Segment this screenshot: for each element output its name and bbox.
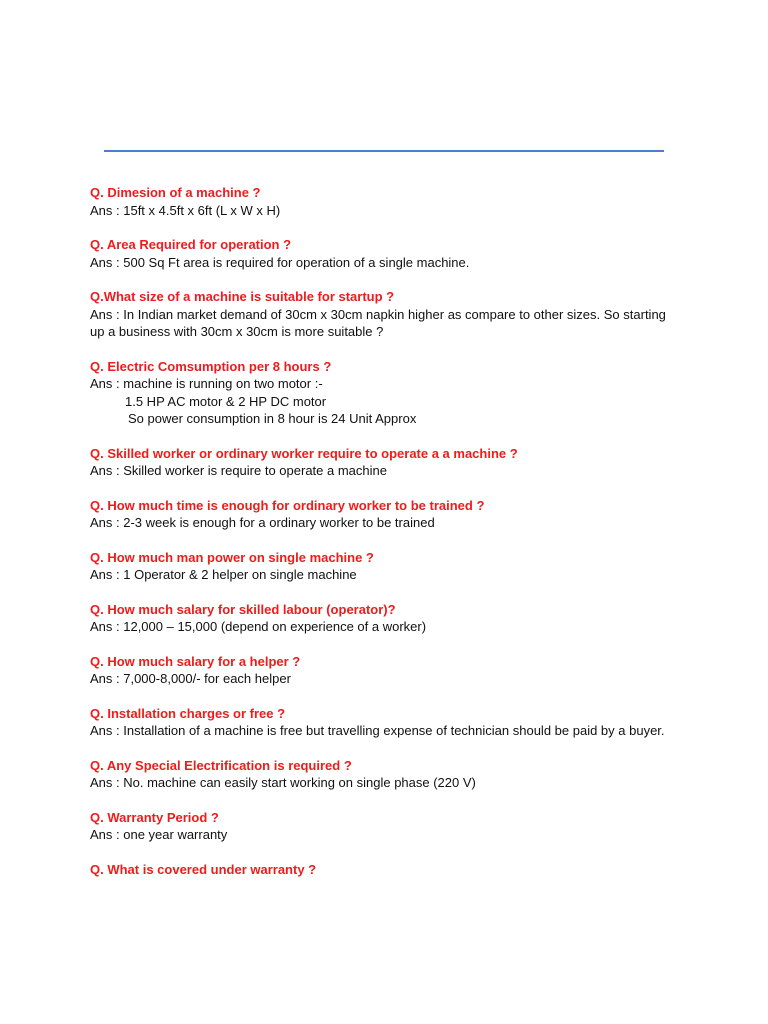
faq-answer: Ans : No. machine can easily start working on single phase (220 V) xyxy=(90,775,476,790)
faq-question: Q. Any Special Electrification is required ? xyxy=(90,757,352,773)
faq-question: Q. How much time is enough for ordinary worker to be trained ? xyxy=(90,497,485,513)
faq-answer: Ans : 7,000-8,000/- for each helper xyxy=(90,671,291,686)
faq-answer: Ans : one year warranty xyxy=(90,827,228,842)
faq-answer-line: 1.5 HP AC motor & 2 HP DC motor xyxy=(125,393,327,409)
faq-item-installation xyxy=(90,705,675,740)
faq-answer: Ans : 2-3 week is enough for a ordinary worker to be trained xyxy=(90,515,435,530)
faq-question: Q. Dimesion of a machine ? xyxy=(90,185,261,200)
faq-answer-line: So power consumption in 8 hour is 24 Unit Approx xyxy=(128,411,417,426)
faq-question: Q. Area Required for operation ? xyxy=(90,237,292,252)
faq-item-warranty-coverage xyxy=(90,861,675,879)
faq-answer: Ans : machine is running on two motor :- xyxy=(90,376,323,391)
faq-answer: Ans : 12,000 – 15,000 (depend on experience of a worker) xyxy=(90,619,427,634)
faq-question: Q. How much salary for a helper ? xyxy=(90,653,301,669)
faq-question: Q. What is covered under warranty ? xyxy=(90,861,317,877)
faq-question: Q. Installation charges or free ? xyxy=(90,705,286,721)
faq-question: Q. Warranty Period ? xyxy=(90,809,219,825)
faq-item-area xyxy=(90,236,675,271)
faq-answer: Ans : 500 Sq Ft area is required for operation of a single machine. xyxy=(90,254,470,270)
faq-question: Q. Skilled worker or ordinary worker require to operate a a machine ? xyxy=(90,445,518,461)
faq-item-electric-consumption xyxy=(90,358,675,428)
faq-question: Q. Electric Comsumption per 8 hours ? xyxy=(90,358,332,374)
faq-answer: Ans : Skilled worker is require to operate a machine xyxy=(90,463,387,478)
faq-item-electrification xyxy=(90,757,675,792)
faq-item-skilled-worker xyxy=(90,445,675,480)
faq-answer: Ans : 15ft x 4.5ft x 6ft (L x W x H) xyxy=(90,202,281,218)
faq-item-man-power xyxy=(90,549,675,584)
faq-item-training-time xyxy=(90,497,675,532)
faq-item-dimension xyxy=(90,184,675,219)
faq-question: Q. How much salary for skilled labour (operator)? xyxy=(90,601,396,617)
faq-list xyxy=(90,184,675,895)
faq-item-warranty-period xyxy=(90,809,675,844)
faq-item-operator-salary xyxy=(90,601,675,636)
faq-question: Q. How much man power on single machine ? xyxy=(90,549,374,565)
faq-item-helper-salary xyxy=(90,653,675,688)
faq-answer: Ans : 1 Operator & 2 helper on single machine xyxy=(90,567,357,582)
faq-answer: Ans : In Indian market demand of 30cm x 30cm napkin higher as compare to other sizes. So starting up a business with 30cm x 30cm is more suitable ? xyxy=(90,306,666,339)
header-divider-line xyxy=(104,150,664,152)
faq-question: Q.What size of a machine is suitable for startup ? xyxy=(90,289,395,304)
faq-item-startup-size xyxy=(90,288,675,341)
faq-answer: Ans : Installation of a machine is free but travelling expense of technician should be paid by a buyer. xyxy=(90,723,665,738)
